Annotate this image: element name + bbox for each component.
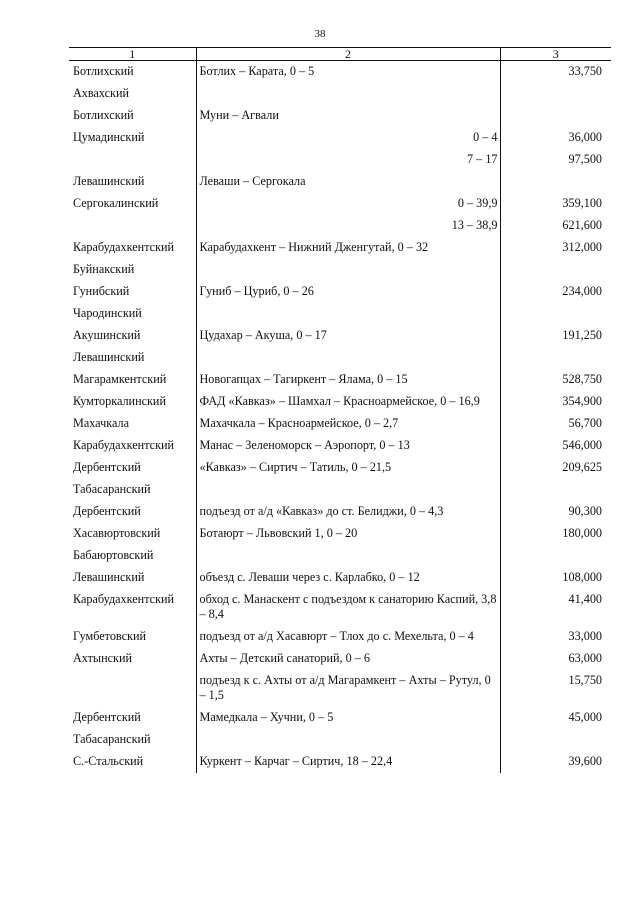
road-section-cell: объезд с. Леваши через с. Карлабко, 0 – 12 — [196, 567, 500, 589]
table-row — [69, 259, 611, 281]
road-section-cell: Мамедкала – Хучни, 0 – 5 — [196, 707, 500, 729]
district-cell: Махачкала — [73, 416, 129, 430]
district-cell: Гумбетовский — [73, 629, 146, 643]
road-section-cell: Муни – Агвали — [196, 105, 500, 127]
value-cell: 33,000 — [500, 626, 611, 648]
value-cell — [500, 479, 611, 501]
value-cell — [500, 105, 611, 127]
district-cell: Буйнакский — [73, 262, 135, 276]
road-section-cell: «Кавказ» – Сиртич – Татиль, 0 – 21,5 — [196, 457, 500, 479]
road-section-cell — [196, 479, 500, 501]
value-cell: 90,300 — [500, 501, 611, 523]
table-row — [69, 707, 611, 729]
table-row — [69, 347, 611, 369]
road-section-cell: Ботлих – Карата, 0 – 5 — [196, 61, 500, 84]
column-header-1: 1 — [69, 48, 196, 61]
road-section-cell — [196, 545, 500, 567]
value-cell — [500, 259, 611, 281]
value-cell: 209,625 — [500, 457, 611, 479]
value-cell — [500, 83, 611, 105]
table-row — [69, 670, 611, 707]
value-cell: 528,750 — [500, 369, 611, 391]
road-section-cell: Куркент – Карчаг – Сиртич, 18 – 22,4 — [196, 751, 500, 773]
column-header-2: 2 — [196, 48, 500, 61]
district-cell: Ботлихский — [73, 64, 134, 78]
table-row — [69, 545, 611, 567]
value-cell — [500, 347, 611, 369]
table-body — [69, 61, 611, 774]
road-section-cell: 0 – 39,9 — [196, 193, 500, 215]
value-cell — [500, 545, 611, 567]
roads-table — [69, 47, 611, 773]
road-section-cell: 13 – 38,9 — [196, 215, 500, 237]
table-row — [69, 237, 611, 259]
value-cell: 36,000 — [500, 127, 611, 149]
table-row — [69, 215, 611, 237]
road-section-cell: Цудахар – Акуша, 0 – 17 — [196, 325, 500, 347]
table-row — [69, 61, 611, 84]
district-cell: Магарамкентский — [73, 372, 167, 386]
district-cell: Дербентский — [73, 460, 141, 474]
district-cell: Ахвахский — [73, 86, 130, 100]
district-cell: Ботлихский — [73, 108, 134, 122]
value-cell: 191,250 — [500, 325, 611, 347]
value-cell: 97,500 — [500, 149, 611, 171]
district-cell: Табасаранский — [73, 732, 151, 746]
table-row — [69, 303, 611, 325]
road-section-cell: 0 – 4 — [196, 127, 500, 149]
table-row — [69, 105, 611, 127]
page-number: 38 — [314, 28, 326, 40]
district-cell: Дербентский — [73, 710, 141, 724]
road-section-cell: Ботаюрт – Львовский 1, 0 – 20 — [196, 523, 500, 545]
road-section-cell: Гуниб – Цуриб, 0 – 26 — [196, 281, 500, 303]
district-cell: Дербентский — [73, 504, 141, 518]
district-cell: Кумторкалинский — [73, 394, 166, 408]
value-cell: 234,000 — [500, 281, 611, 303]
table-row — [69, 626, 611, 648]
district-cell: Карабудахкентский — [73, 592, 175, 606]
table-row — [69, 193, 611, 215]
road-section-cell: Ахты – Детский санаторий, 0 – 6 — [196, 648, 500, 670]
road-section-cell: Манас – Зеленоморск – Аэропорт, 0 – 13 — [196, 435, 500, 457]
value-cell — [500, 303, 611, 325]
district-cell: Левашинский — [73, 174, 145, 188]
value-cell: 63,000 — [500, 648, 611, 670]
district-cell: Ахтынский — [73, 651, 133, 665]
road-section-cell: подъезд от а/д «Кавказ» до ст. Белиджи, 0 – 4,3 — [196, 501, 500, 523]
table-row — [69, 501, 611, 523]
table-row — [69, 729, 611, 751]
table-row — [69, 391, 611, 413]
value-cell: 45,000 — [500, 707, 611, 729]
value-cell — [500, 171, 611, 193]
district-cell: С.-Стальский — [73, 754, 144, 768]
value-cell — [500, 729, 611, 751]
table-row — [69, 127, 611, 149]
table-row — [69, 523, 611, 545]
road-section-cell: ФАД «Кавказ» – Шамхал – Красноармейское, 0 – 16,9 — [196, 391, 500, 413]
table-row — [69, 457, 611, 479]
table-row — [69, 751, 611, 773]
value-cell: 15,750 — [500, 670, 611, 707]
district-cell: Бабаюртовский — [73, 548, 154, 562]
table-header-row — [69, 48, 611, 61]
value-cell: 33,750 — [500, 61, 611, 84]
value-cell: 180,000 — [500, 523, 611, 545]
table-row — [69, 83, 611, 105]
road-section-cell: подъезд к с. Ахты от а/д Магарамкент – Ахты – Рутул, 0 – 1,5 — [196, 670, 500, 707]
table-row — [69, 435, 611, 457]
table-row — [69, 567, 611, 589]
road-section-cell — [196, 303, 500, 325]
table-row — [69, 149, 611, 171]
table-row — [69, 281, 611, 303]
value-cell: 39,600 — [500, 751, 611, 773]
road-section-cell: Новогапцах – Тагиркент – Ялама, 0 – 15 — [196, 369, 500, 391]
road-section-cell: подъезд от а/д Хасавюрт – Тлох до с. Мехельта, 0 – 4 — [196, 626, 500, 648]
district-cell: Чародинский — [73, 306, 142, 320]
road-section-cell: Карабудахкент – Нижний Дженгутай, 0 – 32 — [196, 237, 500, 259]
table-row — [69, 648, 611, 670]
district-cell: Табасаранский — [73, 482, 151, 496]
district-cell: Акушинский — [73, 328, 141, 342]
table-row — [69, 413, 611, 435]
table-row — [69, 369, 611, 391]
value-cell: 41,400 — [500, 589, 611, 626]
value-cell: 354,900 — [500, 391, 611, 413]
district-cell: Сергокалинский — [73, 196, 159, 210]
table-row — [69, 325, 611, 347]
district-cell: Гунибский — [73, 284, 130, 298]
value-cell: 546,000 — [500, 435, 611, 457]
district-cell: Хасавюртовский — [73, 526, 161, 540]
road-section-cell: Махачкала – Красноармейское, 0 – 2,7 — [196, 413, 500, 435]
road-section-cell — [196, 259, 500, 281]
district-cell: Карабудахкентский — [73, 240, 175, 254]
district-cell: Левашинский — [73, 570, 145, 584]
value-cell: 56,700 — [500, 413, 611, 435]
road-section-cell — [196, 83, 500, 105]
district-cell — [69, 670, 196, 707]
road-section-cell: Леваши – Сергокала — [196, 171, 500, 193]
road-section-cell — [196, 347, 500, 369]
district-cell: Карабудахкентский — [73, 438, 175, 452]
road-section-cell — [196, 729, 500, 751]
table-row — [69, 171, 611, 193]
value-cell: 621,600 — [500, 215, 611, 237]
value-cell: 359,100 — [500, 193, 611, 215]
district-cell: Цумадинский — [73, 130, 145, 144]
table-row — [69, 479, 611, 501]
road-section-cell: 7 – 17 — [196, 149, 500, 171]
table-row — [69, 589, 611, 626]
column-header-3: 3 — [500, 48, 611, 61]
value-cell: 108,000 — [500, 567, 611, 589]
district-cell — [69, 215, 196, 237]
district-cell — [69, 149, 196, 171]
value-cell: 312,000 — [500, 237, 611, 259]
district-cell: Левашинский — [73, 350, 145, 364]
road-section-cell: обход с. Манаскент с подъездом к санаторию Каспий, 3,8 – 8,4 — [196, 589, 500, 626]
